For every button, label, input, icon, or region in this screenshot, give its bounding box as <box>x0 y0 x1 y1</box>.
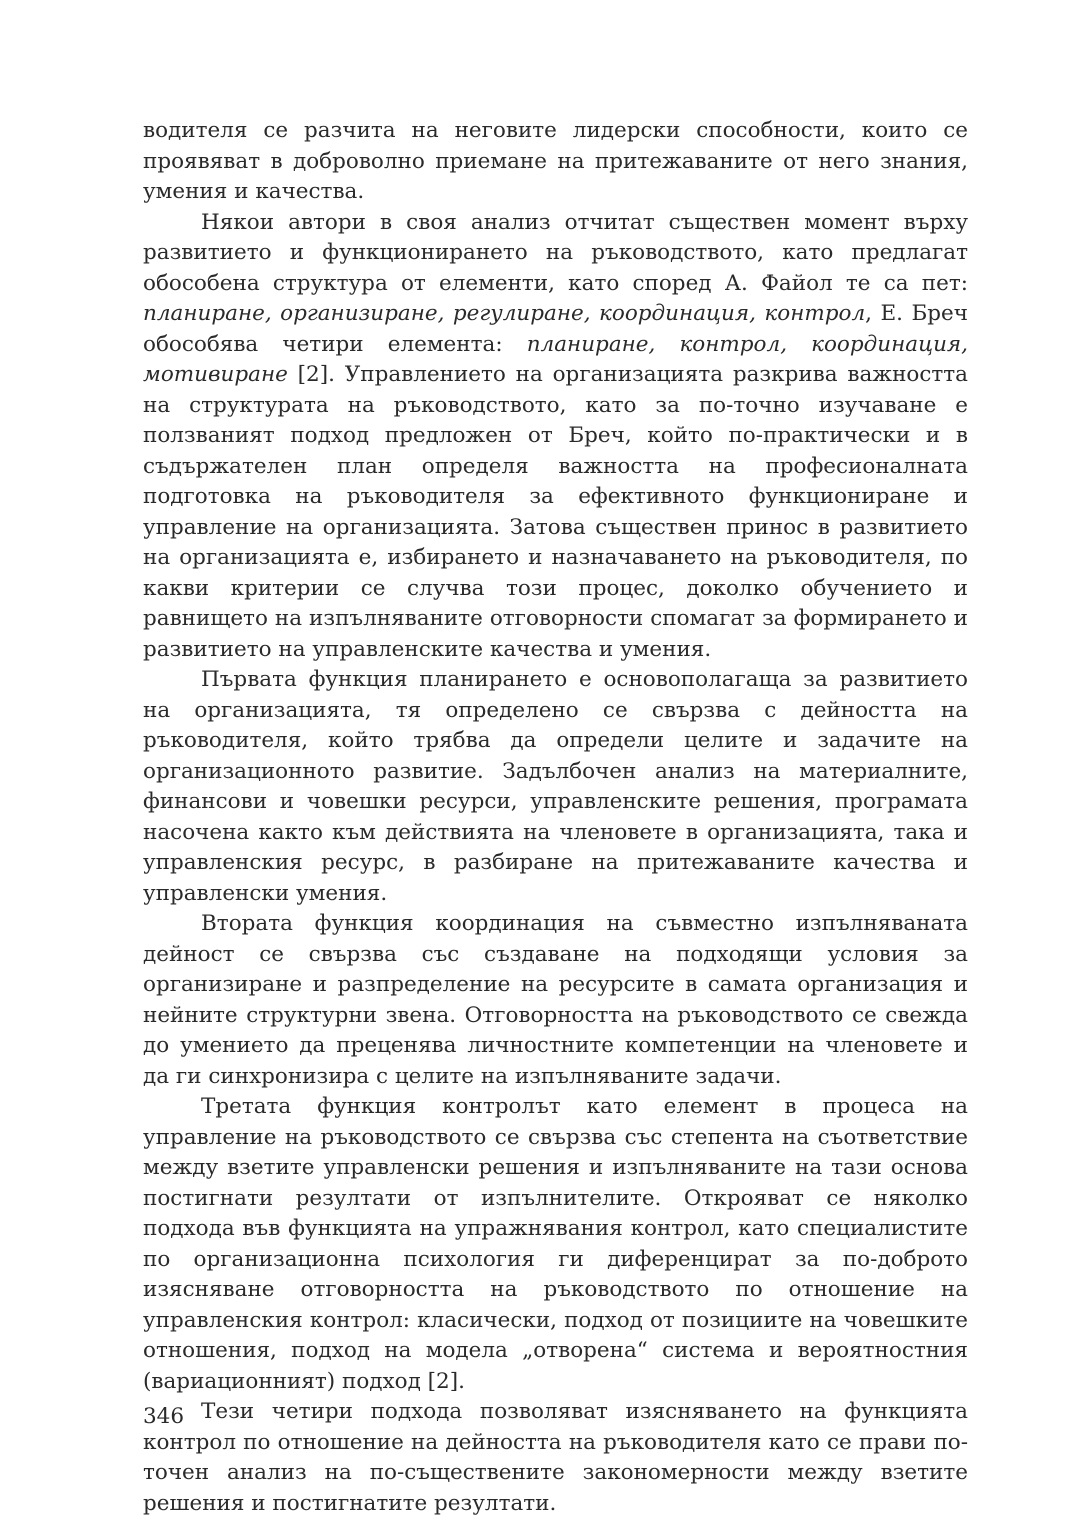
paragraph-2-text-a: Някои автори в своя анализ отчитат съществен момент върху развитието и функционирането на ръководството, като предлагат обособена структура от елементи, като според А. Файол те са пет: <box>143 209 968 296</box>
paragraph-2-italic-brech-elements: планиране, контрол, координация, мотивиране <box>143 331 969 387</box>
paragraph-1: водителя се разчита на неговите лидерски способности, които се проявяват в доброволно приемане на притежаваните от него знания, умения и качества. <box>143 118 968 204</box>
paragraph-2-italic-fayol-elements: планиране, организиране, регулиране, координация, контрол <box>143 301 866 326</box>
page-number: 346 <box>143 1404 185 1429</box>
paragraph-5: Третата функция контролът като елемент в процеса на управление на ръководството се свързва със степента на съответствие между взетите управленски решения и изпълняваните на тази основа постигнати резултати от изпълнителите. Открояват се няколко подхода във функцията на упражнявания контрол, като специалистите по организационна психология ги диференцират за по-доброто изясняване отговорността на ръководството по отношение на управленския контрол: класически, подход от позициите на човешките отношения, подход на модела „отворена“ система и вероятностния (вариационният) подход [2]. <box>143 1094 968 1394</box>
body-text <box>143 116 968 1519</box>
paragraph-2-text-e: [2]. Управлението на организацията разкрива важността на структурата на ръководството, като за по-точно изучаване е ползваният подход предложен от Бреч, който по-практически и в съдържателен план определя важността на професионалната подготовка на ръководителя за ефективното функциониране и управление на организацията. Затова съществен принос в развитието на организацията е, избирането и назначаването на ръководителя, по какви критерии се случва този процес, доколко обучението и равнището на изпълняваните отговорности спомагат за формирането и развитието на управленските качества и умения. <box>143 362 968 662</box>
paragraph-3: Първата функция планирането е основополагаща за развитието на организацията, тя определено се свързва с дейността на ръководителя, който трябва да определи целите и задачите на организационното развитие. Задълбочен анализ на материалните, финансови и човешки ресурси, управленските решения, програмата насочена както към действията на членовете в организацията, така и управленския ресурс, в разбиране на притежаваните качества и управленски умения. <box>143 667 968 906</box>
paragraph-4: Втората функция координация на съвместно изпълняваната дейност се свързва със създаване на подходящи условия за организиране и разпределение на ресурсите в самата организация и нейните структурни звена. Отговорността на ръководството се свежда до умението да преценява личностните компетенции на членовете и да ги синхронизира с целите на изпълняваните задачи. <box>143 911 968 1089</box>
paragraph-2 <box>143 208 968 666</box>
paragraph-2-text-c: , Е. Бреч обособява четири елемента: <box>143 301 968 357</box>
paragraph-6: Тези четири подхода позволяват изясняването на функцията контрол по отношение на дейността на ръководителя като се прави по-точен анализ на по-съществените закономерности между взетите решения и постигнатите резултати. <box>143 1399 968 1516</box>
